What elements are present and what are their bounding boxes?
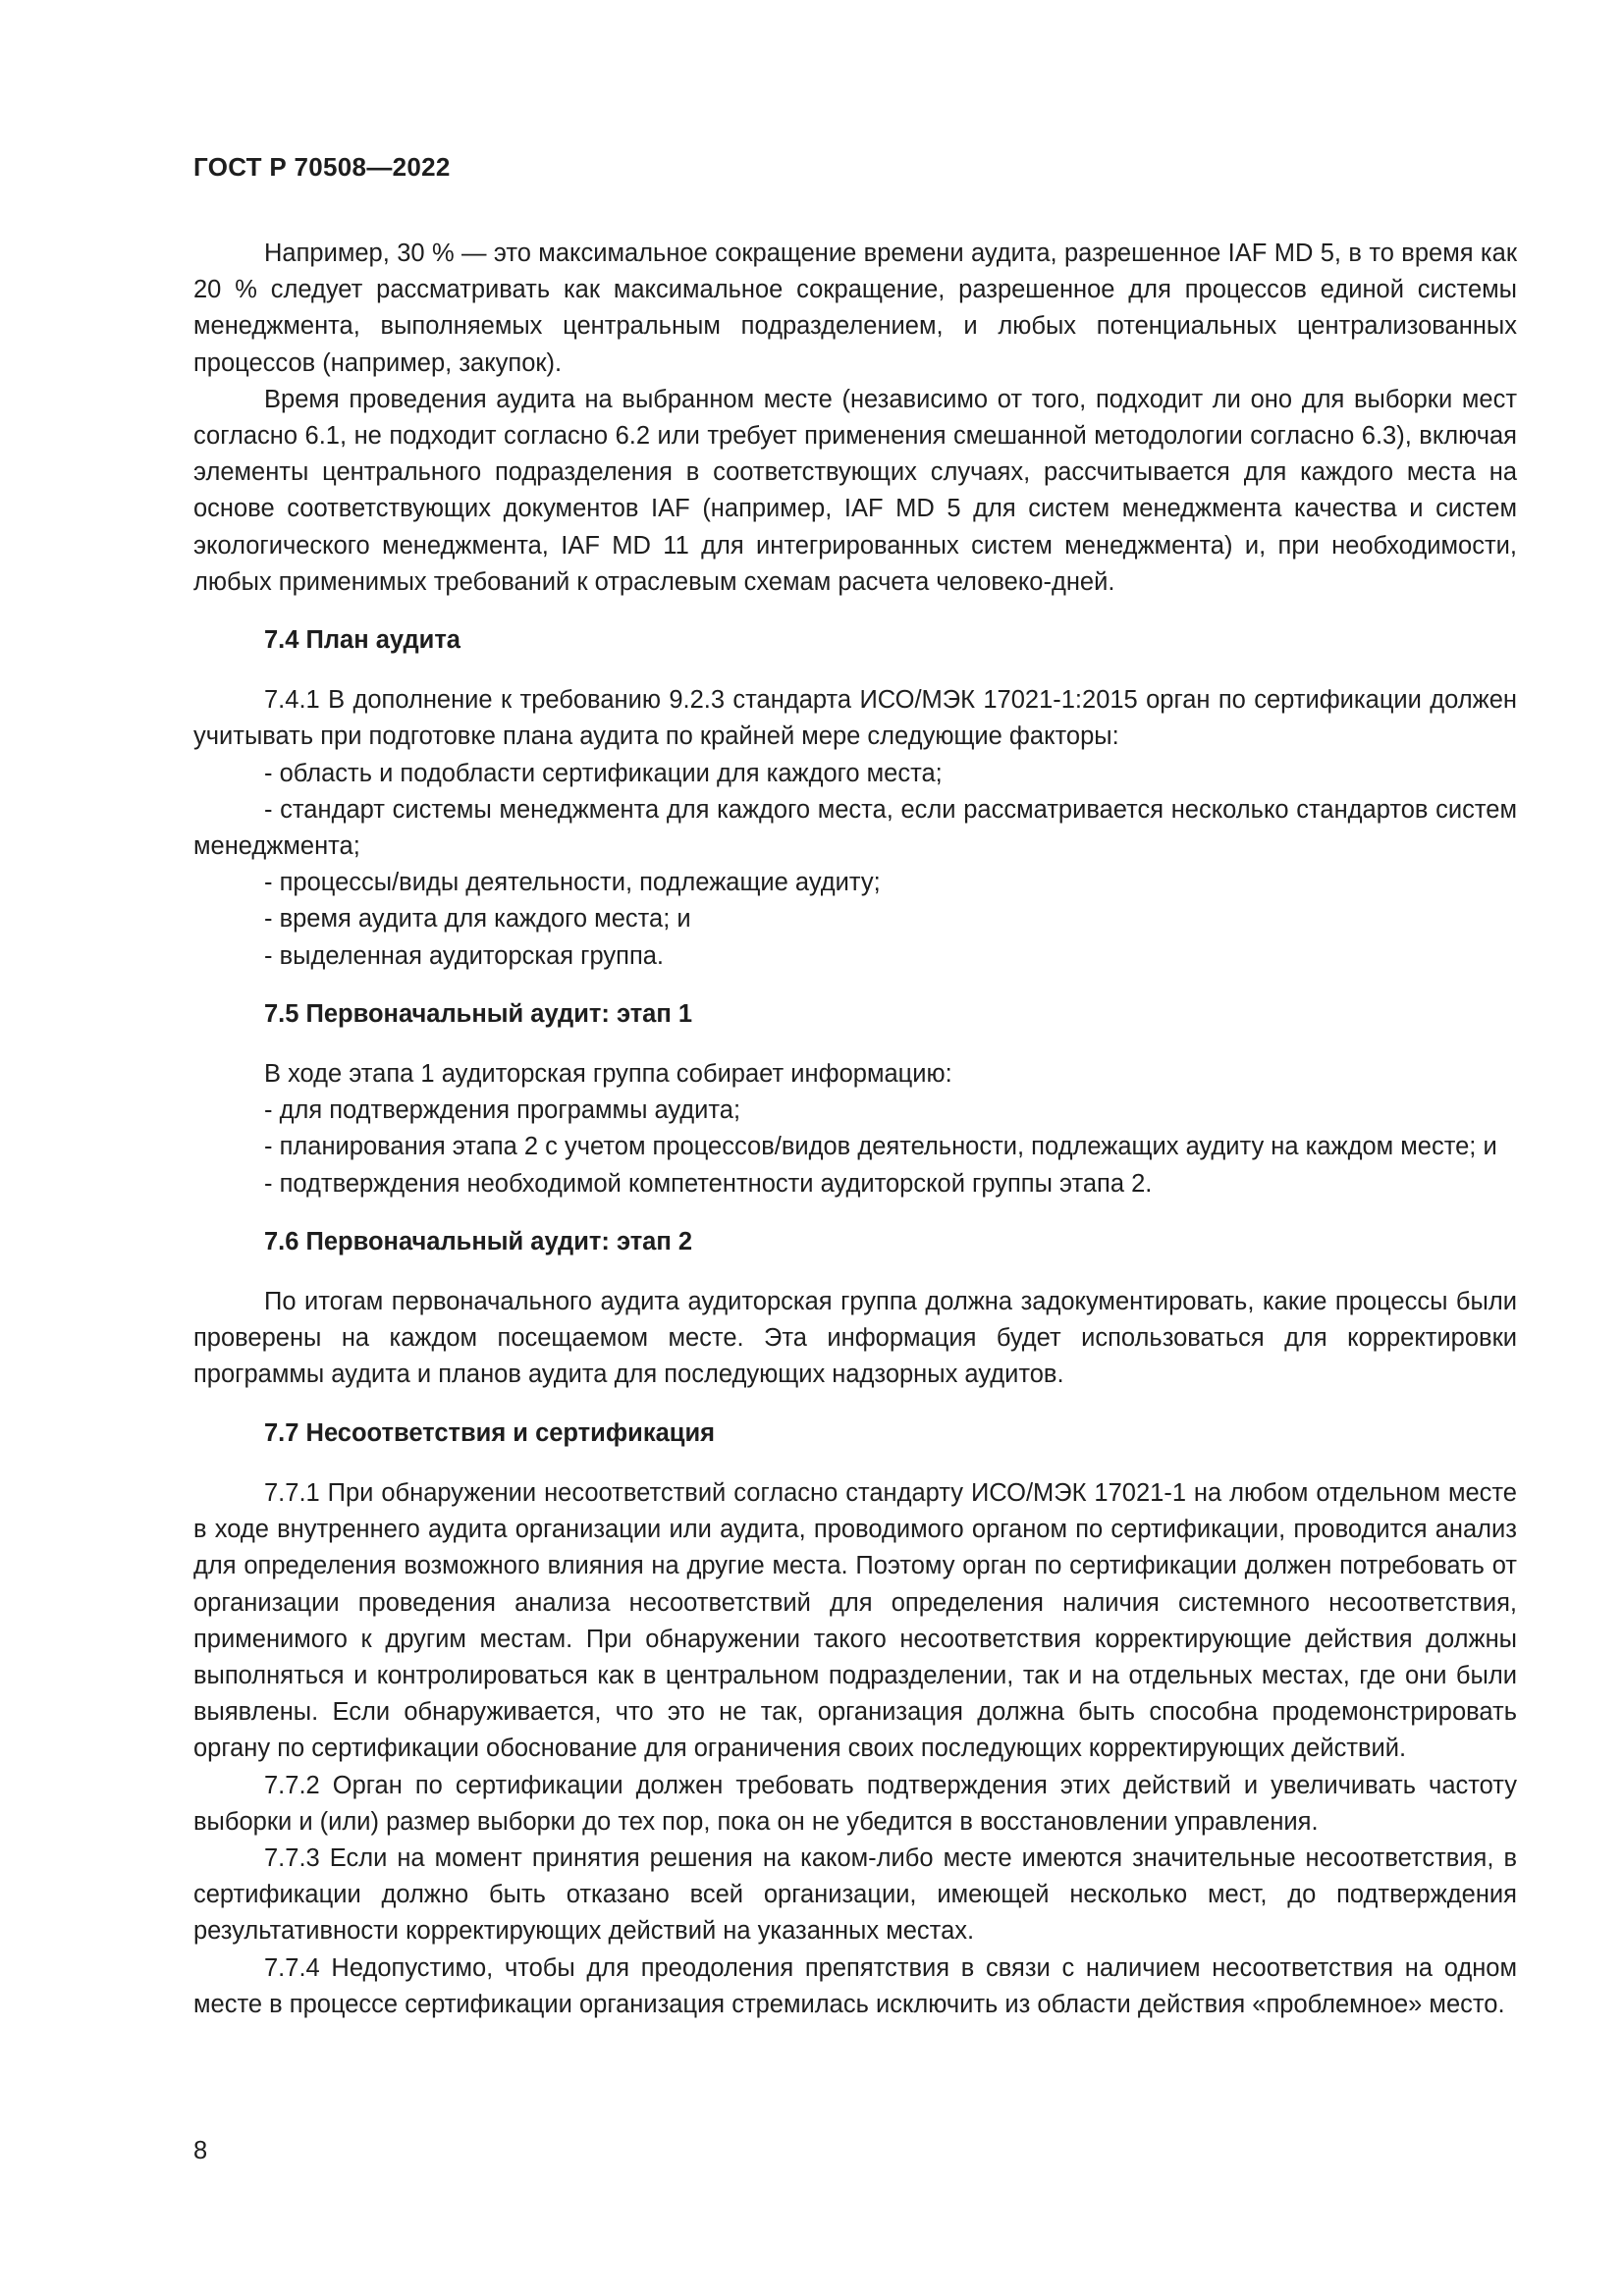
document-header: ГОСТ Р 70508—2022 [193,152,451,182]
list-item: - для подтверждения программы аудита; [264,1096,741,1125]
paragraph-7-5: В ходе этапа 1 аудиторская группа собирает информацию: [264,1060,952,1089]
paragraph-intro-2: Время проведения аудита на выбранном месте (независимо от того, подходит ли оно для выборки мест согласно 6.1, не подходит согласно 6.2 или требует применения смешанной методологии согласно 6.3), включая элементы центрального подразделения в соответствующих случаях, рассчитывается для каждого места на основе соответствующих документов IAF (например, IAF MD 5 для систем менеджмента качества и систем экологического менеджмента, IAF MD 11 для интегрированных систем менеджмента) и, при необходимости, любых применимых требований к отраслевым схемам расчета человеко-дней. [193,385,1517,596]
paragraph-intro-1: Например, 30 % — это максимальное сокращение времени аудита, разрешенное IAF MD 5, в то время как 20 % следует рассматривать как максимальное сокращение, разрешенное для процессов единой системы менеджмента, выполняемых центральным подразделением, и любых потенциальных централизованных процессов (например, закупок). [193,240,1517,377]
list-item: - подтверждения необходимой компетентности аудиторской группы этапа 2. [264,1169,1153,1198]
section-heading-7-5: 7.5 Первоначальный аудит: этап 1 [264,999,693,1028]
section-heading-7-4: 7.4 План аудита [264,626,460,655]
page-number: 8 [193,2137,208,2164]
list-item: - область и подобласти сертификации для каждого места; [264,759,943,787]
paragraph-7-6: По итогам первоначального аудита аудиторская группа должна задокументировать, какие процессы были проверены на каждом посещаемом месте. Эта информация будет использоваться для корректировки программы аудита и планов аудита для последующих надзорных аудитов. [193,1288,1517,1389]
list-item: - время аудита для каждого места; и [264,905,691,934]
section-heading-7-6: 7.6 Первоначальный аудит: этап 2 [264,1227,693,1255]
paragraph-7-7-4: 7.7.4 Недопустимо, чтобы для преодоления препятствия в связи с наличием несоответствия на одном месте в процессе сертификации организация стремилась исключить из области действия «проблемное» место. [193,1953,1517,2018]
document-page [193,149,1517,2023]
list-item: - выделенная аудиторская группа. [264,941,665,970]
paragraph-7-7-1: 7.7.1 При обнаружении несоответствий согласно стандарту ИСО/МЭК 17021-1 на любом отдельном месте в ходе внутреннего аудита организации или аудита, проводимого органом по сертификации, проводится анализ для определения возможного влияния на другие места. Поэтому орган по сертификации должен потребовать от организации проведения анализа несоответствий для определения наличия системного несоответствия, применимого к другим местам. При обнаружении такого несоответствия корректирующие действия должны выполняться и контролироваться как в центральном подразделении, так и на отдельных местах, где они были выявлены. Если обнаруживается, что это не так, организация должна быть способна продемонстрировать органу по сертификации обоснование для ограничения своих последующих корректирующих действий. [193,1478,1517,1763]
list-item: - стандарт системы менеджмента для каждого места, если рассматривается несколько стандартов систем менеджмента; [193,795,1517,861]
list-item: - процессы/виды деятельности, подлежащие аудиту; [264,869,881,897]
paragraph-7-7-3: 7.7.3 Если на момент принятия решения на каком-либо месте имеются значительные несоответствия, в сертификации должно быть отказано всей организации, имеющей несколько мест, до подтверждения результативности корректирующих действий на указанных местах. [193,1843,1517,1946]
section-heading-7-7: 7.7 Несоответствия и сертификация [264,1418,715,1447]
paragraph-7-7-2: 7.7.2 Орган по сертификации должен требовать подтверждения этих действий и увеличивать частоту выборки и (или) размер выборки до тех пор, пока он не убедится в восстановлении управления. [193,1771,1517,1836]
list-item: - планирования этапа 2 с учетом процессов/видов деятельности, подлежащих аудиту на каждом месте; и [264,1133,1497,1161]
paragraph-7-4-1: 7.4.1 В дополнение к требованию 9.2.3 стандарта ИСО/МЭК 17021-1:2015 орган по сертификации должен учитывать при подготовке плана аудита по крайней мере следующие факторы: [193,686,1517,751]
